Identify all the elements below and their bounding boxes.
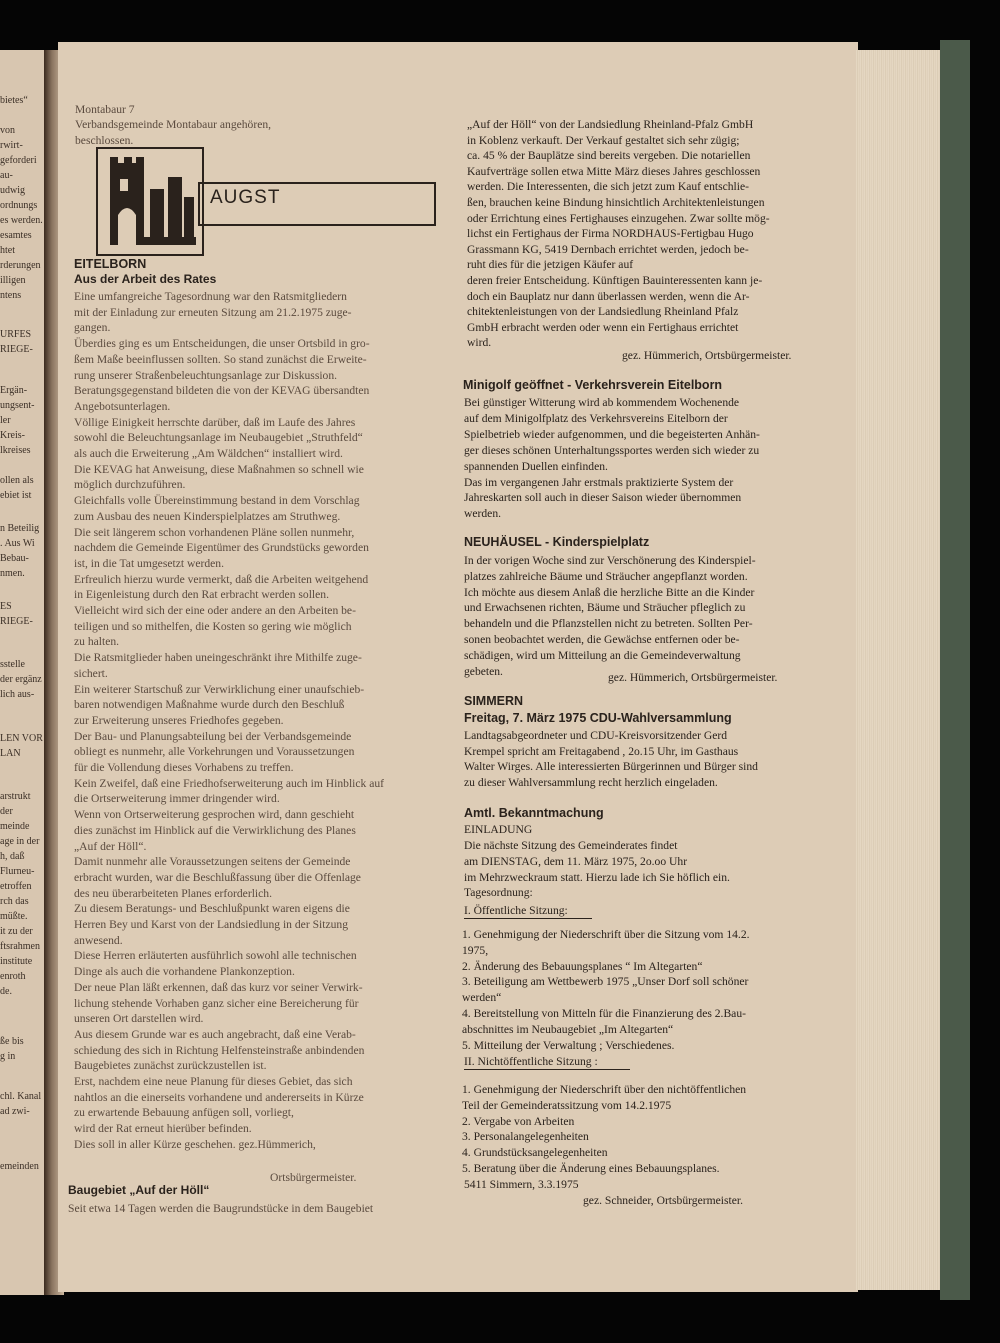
place-heading: SIMMERN xyxy=(464,694,524,708)
article-line: spannenden Duellen einfinden. xyxy=(464,459,608,473)
left-page-fragment: age in der xyxy=(0,836,40,847)
article-line: Diese Herren erläuterten ausführlich sowohl alle technischen xyxy=(74,949,357,963)
left-page-fragment: ebiet ist xyxy=(0,490,32,501)
left-page-fragment: Bebau- xyxy=(0,553,29,564)
article-line: GmbH erbracht werden oder wenn ein Fertighaus errichtet xyxy=(467,320,739,334)
month-banner-label: AUGST xyxy=(210,187,281,208)
article-line: Krempel spricht am Freitagabend , 2o.15 Uhr, im Gasthaus xyxy=(464,744,739,758)
signature-title: Ortsbürgermeister. xyxy=(270,1171,357,1184)
article-line: chitektenleistungen von der Landsiedlung Rheinland Pfalz xyxy=(467,305,739,319)
article-line: baren notwendigen Maßnahme wurde durch den Beschluß xyxy=(74,698,345,712)
article-line: Spielbetrieb wieder aufgenommen, und die begeisterten Anhän- xyxy=(464,427,760,441)
article-line: Bei günstiger Witterung wird ab kommendem Wochenende xyxy=(464,396,740,409)
article-line: Walter Wirges. Alle interessierten Bürgerinnen und Bürger sind xyxy=(464,760,758,774)
left-page-fragment: meinde xyxy=(0,821,30,832)
left-page-fragment: ler xyxy=(0,415,11,426)
left-page-fragment: lkreises xyxy=(0,445,31,456)
article-line: und Erwachsenen richten, Bäume und Sträucher pfleglich zu xyxy=(464,601,746,615)
article-line: Kaufverträge sollen etwa Mitte März dieses Jahres geschlossen xyxy=(467,164,761,178)
agenda-item: 3. Personalangelegenheiten xyxy=(462,1130,589,1144)
article-line: Herren Bey und Karst von der Landsiedlung in der Sitzung xyxy=(74,918,348,931)
article-line: ca. 45 % der Bauplätze sind bereits vergeben. Die notariellen xyxy=(467,149,751,163)
article-heading: Baugebiet „Auf der Höll“ xyxy=(68,1183,210,1197)
article-line: Kein Zweifel, daß eine Friedhofserweiterung auch im Hinblick auf xyxy=(74,776,385,790)
left-page-fragment: udwig xyxy=(0,185,25,196)
left-page-fragment: ad zwi- xyxy=(0,1106,30,1117)
article-line: nachdem die Gemeinde Eigentümer des Grundstücks geworden xyxy=(74,541,369,555)
left-page-fragment: ES xyxy=(0,601,12,612)
article-line: werden. xyxy=(464,507,502,521)
agenda-item: 1. Genehmigung der Niederschrift über die Sitzung vom 14.2. xyxy=(462,928,750,941)
article-line: Die Ratsmitglieder haben uneingeschränkt ihre Mithilfe zuge- xyxy=(74,651,362,665)
article-line: lichung stehende Vorhaben ganz sicher eine Bereicherung für xyxy=(74,996,359,1010)
article-line: Die KEVAG hat Anweisung, diese Maßnahmen so schnell wie xyxy=(74,462,364,476)
agenda-item: 2. Änderung des Bebauungsplanes “ Im Altegarten“ xyxy=(462,959,703,973)
article-line: werden. Die Interessenten, die sich jetzt zum Kauf entschlie- xyxy=(467,180,750,194)
article-line: in Koblenz verkauft. Der Verkauf gestaltet sich sehr zügig; xyxy=(467,133,740,147)
article-line: Wenn von Ortserweiterung gesprochen wird, dann geschieht xyxy=(74,808,355,822)
left-page-fragment: ftsrahmen xyxy=(0,941,40,952)
article-line: Ein weiterer Startschuß zur Verwirklichung einer unaufschieb- xyxy=(74,682,365,696)
article-line: anwesend. xyxy=(74,933,123,947)
signature: gez. Schneider, Ortsbürgermeister. xyxy=(583,1194,743,1207)
page-reference: Montabaur 7 xyxy=(75,103,135,116)
left-page-fragment: h, daß xyxy=(0,851,25,862)
article-line: platzes zahlreiche Bäume und Sträucher angepflanzt worden. xyxy=(464,569,748,583)
article-line: Ich möchte aus diesem Anlaß die herzliche Bitte an die Kinder xyxy=(464,585,755,599)
left-facing-page xyxy=(0,50,48,1295)
book-binding xyxy=(940,40,970,1300)
article-line: Der neue Plan läßt erkennen, daß das kurz vor seiner Verwirk- xyxy=(74,980,363,994)
place-heading: EITELBORN xyxy=(74,257,147,271)
left-page-fragment: LAN xyxy=(0,748,21,759)
left-page-fragment: es werden. xyxy=(0,215,43,226)
left-page-fragment: it zu der xyxy=(0,926,33,937)
article-line: ßen, brauchen keine Bindung hinsichtlich Architektenleistungen xyxy=(467,196,765,209)
left-page-fragment: ntens xyxy=(0,290,22,301)
article-line: nahtlos an die einerseits vorhandene und andererseits in Kürze xyxy=(74,1090,364,1104)
article-line: schädigen, wird um Mitteilung an die Gemeindeverwaltung xyxy=(464,648,741,662)
article-line: zu halten. xyxy=(74,635,120,649)
article-line: wird der Rat erneut hierüber befinden. xyxy=(74,1122,252,1136)
left-page-fragment: Kreis- xyxy=(0,430,25,441)
left-page-fragment: au- xyxy=(0,170,13,181)
agenda-item: 5. Beratung über die Änderung eines Bebauungsplanes. xyxy=(462,1162,720,1175)
left-page-fragment: rch das xyxy=(0,896,29,907)
left-page-fragment: URFES xyxy=(0,329,32,340)
invitation-line: im Mehrzweckraum statt. Hierzu lade ich Sie höflich ein. xyxy=(464,870,730,884)
article-line: als auch die Erweiterung „Am Wäldchen“ installiert wird. xyxy=(74,447,343,460)
left-page-fragment: n Beteilig xyxy=(0,523,40,534)
agenda-item: 3. Beteiligung am Wettbewerb 1975 „Unser Dorf soll schöner xyxy=(462,975,749,989)
article-line: Erfreulich hierzu wurde vermerkt, daß die Arbeiten weitgehend xyxy=(74,572,369,586)
article-line: behandeln und die Pflanzstellen nicht zu betreten. Sollten Per- xyxy=(464,617,753,631)
signature: gez. Hümmerich, Ortsbürgermeister. xyxy=(608,671,778,684)
article-line: „Auf der Höll“. xyxy=(74,839,147,853)
article-line: Überdies ging es um Entscheidungen, die unser Ortsbild in gro- xyxy=(74,337,370,351)
left-page-fragment: geforderi xyxy=(0,155,37,166)
left-page-fragment: müßte. xyxy=(0,911,28,922)
article-line: für die Vollendung dieses Vorhabens zu treffen. xyxy=(74,761,294,774)
left-page-fragment: esamtes xyxy=(0,230,32,241)
article-line: erbracht wurden, war die Beschlußfassung über die Offenlage xyxy=(74,870,361,884)
article-line: Beratungsgegenstand bildeten die von der KEVAG übersandten xyxy=(74,384,370,398)
left-page-fragment: illigen xyxy=(0,275,26,286)
article-line: wird. xyxy=(467,336,492,350)
left-page-fragment: Ergän- xyxy=(0,385,28,396)
article-heading: NEUHÄUSEL - Kinderspielplatz xyxy=(464,535,650,549)
article-line: Völlige Einigkeit herrschte darüber, daß im Laufe des Jahres xyxy=(74,415,356,429)
underline xyxy=(464,918,592,919)
article-line: schiedung des sich in Richtung Helfensteinstraße anbindenden xyxy=(74,1043,365,1057)
underline xyxy=(464,1069,630,1070)
invitation-line: Die nächste Sitzung des Gemeinderates findet xyxy=(464,839,678,852)
left-page-fragment: der ergänz xyxy=(0,674,42,685)
article-line: sowohl die Beleuchtungsanlage im Neubaugebiet „Struthfeld“ xyxy=(74,431,363,445)
left-page-fragment: RIEGE- xyxy=(0,616,33,627)
article-line: Das im vergangenen Jahr erstmals praktizierte System der xyxy=(464,475,734,489)
agenda-item: werden“ xyxy=(462,991,502,1005)
agenda-item: 4. Grundstücksangelegenheiten xyxy=(462,1146,608,1160)
article-line: auf dem Minigolfplatz des Verkehrsvereins Eitelborn der xyxy=(464,411,728,425)
agenda-item: abschnittes im Neubaugebiet „Im Altegarten“ xyxy=(462,1022,674,1036)
agenda-item: 4. Bereitstellung von Mitteln für die Finanzierung des 2.Bau- xyxy=(462,1007,746,1020)
article-line: zur Erweiterung unseres Friedhofes gegeben. xyxy=(74,713,284,727)
article-line: zu erwartende Bebauung anfügen soll, vorliegt, xyxy=(74,1106,294,1120)
article-line: sonen beobachtet werden, die Gewächse entfernen oder be- xyxy=(464,633,740,646)
article-line: Erst, nachdem eine neue Planung für dieses Gebiet, das sich xyxy=(74,1075,353,1088)
castle-ruin-icon xyxy=(98,149,202,254)
article-heading: Aus der Arbeit des Rates xyxy=(74,272,217,286)
article-line: Zu diesem Beratungs- und Beschlußpunkt waren eigens die xyxy=(74,902,350,916)
left-page-fragment: bietes“ xyxy=(0,95,28,106)
left-page-fragment: chl. Kanal xyxy=(0,1091,42,1102)
left-page-fragment: RIEGE- xyxy=(0,344,33,355)
left-page-fragment: . Aus Wi xyxy=(0,538,35,549)
article-line: sichert. xyxy=(74,666,108,680)
article-line: oder Errichtung eines Fertighauses einzugehen. Zwar sollte mög- xyxy=(467,211,770,225)
article-line: die Ortserweiterung immer dringender wird. xyxy=(74,792,280,806)
left-page-fragment: nmen. xyxy=(0,568,25,579)
left-page-fragment: etroffen xyxy=(0,881,32,892)
left-page-fragment: LEN VOR xyxy=(0,733,43,744)
left-page-fragment: ungsent- xyxy=(0,400,35,411)
article-line: Grassmann KG, 5419 Dernbach errichtet werden, jedoch be- xyxy=(467,242,749,256)
article-line: In der vorigen Woche sind zur Verschönerung des Kinderspiel- xyxy=(464,554,756,567)
article-line: obliegt es nunmehr, alle Vorkehrungen und Voraussetzungen xyxy=(74,745,355,759)
left-page-fragment: enroth xyxy=(0,971,26,982)
article-line: Dies soll in aller Kürze geschehen. gez.Hümmerich, xyxy=(74,1137,316,1151)
article-line: „Auf der Höll“ von der Landsiedlung Rheinland-Pfalz GmbH xyxy=(467,118,754,131)
article-line: zu dieser Wahlversammlung recht herzlich eingeladen. xyxy=(464,776,718,790)
article-line: Landtagsabgeordneter und CDU-Kreisvorsitzender Gerd xyxy=(464,729,728,742)
article-line: ruht dies für die jetzigen Käufer auf xyxy=(467,258,634,272)
article-line: zum Ausbau des neuen Kinderspielplatzes am Struthweg. xyxy=(74,509,341,523)
agenda-item: Teil der Gemeinderatssitzung vom 14.2.1975 xyxy=(462,1098,672,1112)
intro-line: beschlossen. xyxy=(75,134,134,147)
article-line: mit der Einladung zur erneuten Sitzung am 21.2.1975 zuge- xyxy=(74,305,352,319)
left-page-fragment: arstrukt xyxy=(0,791,31,802)
article-line: rung unserer Straßenbeleuchtungsanlage zur Diskussion. xyxy=(74,368,338,382)
left-page-fragment: de. xyxy=(0,986,12,997)
left-page-fragment: sstelle xyxy=(0,659,25,670)
left-page-fragment: Flurneu- xyxy=(0,866,35,877)
agenda-item: 5. Mitteilung der Verwaltung ; Verschiedenes. xyxy=(462,1038,675,1052)
article-heading: Amtl. Bekanntmachung xyxy=(464,806,604,820)
article-line: Damit nunmehr alle Voraussetzungen seitens der Gemeinde xyxy=(74,855,351,869)
signature: gez. Hümmerich, Ortsbürgermeister. xyxy=(622,349,792,362)
left-page-fragment: htet xyxy=(0,245,15,256)
left-page-fragment: von xyxy=(0,125,15,136)
left-page-fragment: emeinden xyxy=(0,1161,39,1172)
article-line: teiligen und so mithelfen, die Kosten so gering wie möglich xyxy=(74,619,352,633)
article-line: Die seit längerem schon vorhandenen Pläne sollen nunmehr, xyxy=(74,525,355,539)
article-line: Gleichfalls volle Übereinstimmung bestand in dem Vorschlag xyxy=(74,494,360,508)
left-page-fragment: der xyxy=(0,806,13,817)
article-line: des neu überarbeiteten Planes erforderlich. xyxy=(74,886,272,900)
article-line: Aus diesem Grunde war es auch angebracht, daß eine Verab- xyxy=(74,1027,356,1041)
article-line: deren freier Entscheidung. Künftigen Bauinteressenten kann je- xyxy=(467,274,763,287)
left-page-fragment: institute xyxy=(0,956,33,967)
article-line: ßem Maße beeinflussen sollten. So stand zunächst die Erweite- xyxy=(74,352,367,366)
left-page-fragment: rderungen xyxy=(0,260,41,271)
article-line: in Eigenleistung durch den Rat erbracht werden sollen. xyxy=(74,588,329,602)
article-line: gangen. xyxy=(74,321,111,335)
agenda-public-title: I. Öffentliche Sitzung: xyxy=(464,904,568,917)
page-edges xyxy=(856,50,944,1290)
article-heading: Minigolf geöffnet - Verkehrsverein Eitelborn xyxy=(463,378,723,392)
agenda-private-title: II. Nichtöffentliche Sitzung : xyxy=(464,1055,598,1068)
article-heading: Freitag, 7. März 1975 CDU-Wahlversammlung xyxy=(464,711,732,725)
article-line: Vielleicht wird sich der eine oder andere an den Arbeiten be- xyxy=(74,604,356,617)
invitation-line: Tagesordnung: xyxy=(464,886,533,900)
article-line: Baugebietes zunächst zurückzustellen ist. xyxy=(74,1059,267,1073)
article-line: Seit etwa 14 Tagen werden die Baugrundstücke in dem Baugebiet xyxy=(68,1202,374,1215)
article-line: unseren Ort darstellen wird. xyxy=(74,1012,204,1026)
invitation-line: am DIENSTAG, dem 11. März 1975, 2o.oo Uhr xyxy=(464,854,688,868)
article-line: gebeten. xyxy=(464,664,503,678)
article-line: Angebotsunterlagen. xyxy=(74,399,171,413)
article-line: Jahreskarten soll auch in dieser Saison wieder übernommen xyxy=(464,491,742,505)
article-line: lichst ein Fertighaus der Firma NORDHAUS-Fertigbau Hugo xyxy=(467,227,754,241)
left-page-fragment: lich aus- xyxy=(0,689,35,700)
article-line: ger dieses schönen Unterhaltungssportes werden sich wieder zu xyxy=(464,443,760,457)
article-line: möglich durchzuführen. xyxy=(74,478,186,492)
agenda-item: 2. Vergabe von Arbeiten xyxy=(462,1114,575,1128)
article-line: dies zunächst im Hinblick auf die Verwirklichung des Planes xyxy=(74,823,356,837)
left-page-fragment: g in xyxy=(0,1051,16,1062)
article-line: Eine umfangreiche Tagesordnung war den Ratsmitgliedern xyxy=(74,290,347,303)
article-line: Dinge als auch die vorhandene Plankonzeption. xyxy=(74,965,295,979)
left-page-fragment: rwirt- xyxy=(0,140,23,151)
left-page-fragment: ollen als xyxy=(0,475,34,486)
article-line: ist, in die Tat umgesetzt werden. xyxy=(74,556,224,570)
left-page-fragment: ße bis xyxy=(0,1036,24,1047)
date-line: 5411 Simmern, 3.3.1975 xyxy=(464,1178,579,1191)
left-page-fragment: ordnungs xyxy=(0,200,38,211)
article-line: doch ein Bauplatz nur dann überlassen werden, wenn die Ar- xyxy=(467,289,750,303)
agenda-item: 1975, xyxy=(462,943,489,957)
invitation-subheading: EINLADUNG xyxy=(464,823,533,836)
article-line: Der Bau- und Planungsabteilung bei der Verbandsgemeinde xyxy=(74,729,352,743)
village-logo xyxy=(96,147,204,256)
intro-line: Verbandsgemeinde Montabaur angehören, xyxy=(75,118,272,131)
agenda-item: 1. Genehmigung der Niederschrift über den nichtöffentlichen xyxy=(462,1083,747,1096)
